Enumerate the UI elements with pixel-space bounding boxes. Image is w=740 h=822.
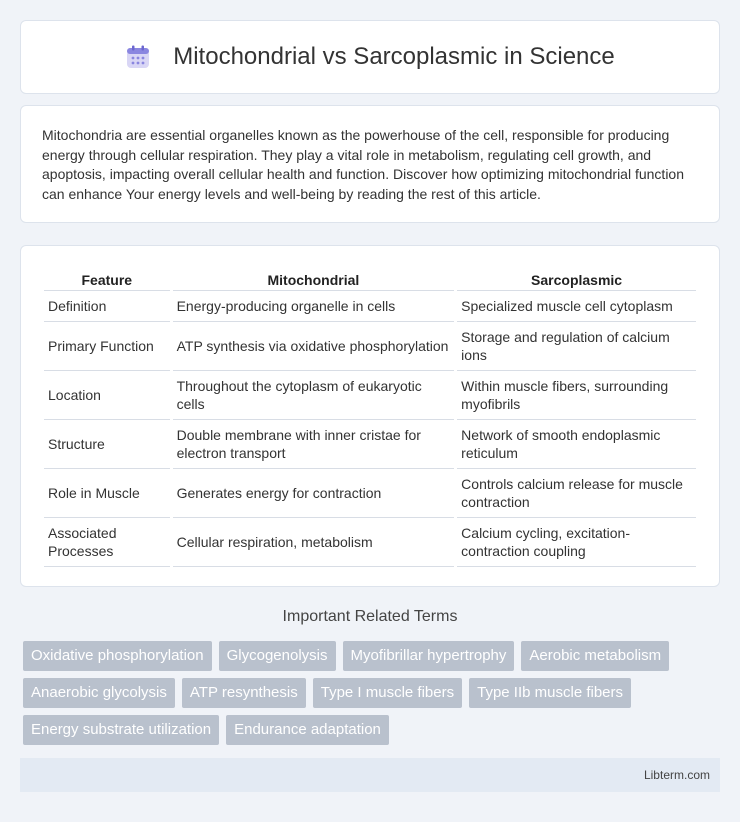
cell-mitochondrial: Energy-producing organelle in cells — [173, 290, 455, 321]
cell-feature: Structure — [44, 419, 170, 468]
cell-mitochondrial: Throughout the cytoplasm of eukaryotic cells — [173, 370, 455, 419]
table-row — [44, 370, 696, 419]
cell-feature: Primary Function — [44, 321, 170, 370]
cell-mitochondrial: Double membrane with inner cristae for electron transport — [173, 419, 455, 468]
related-terms-list — [23, 641, 723, 745]
table-row — [44, 517, 696, 567]
comparison-table-card — [20, 245, 720, 587]
cell-sarcoplasmic: Specialized muscle cell cytoplasm — [457, 290, 696, 321]
cell-mitochondrial: Cellular respiration, metabolism — [173, 517, 455, 567]
header-feature: Feature — [81, 272, 133, 288]
cell-feature: Role in Muscle — [44, 468, 170, 517]
header-card — [20, 20, 720, 94]
related-terms-title: Important Related Terms — [282, 608, 458, 625]
cell-sarcoplasmic: Network of smooth endoplasmic reticulum — [457, 419, 696, 468]
intro-paragraph: Mitochondria are essential organelles known as the powerhouse of the cell, responsible for producing energy through cellular respiration. They play a vital role in metabolism, regulating cell growth, and apoptosis, impacting overall cellular health and function. Discover how optimizing mitochondrial function can enhance Your energy levels and well-being by reading the rest of this article. — [42, 127, 685, 202]
table-row — [44, 419, 696, 468]
table-row — [44, 468, 696, 517]
intro-card — [20, 105, 720, 223]
related-term-tag[interactable]: Energy substrate utilization — [23, 715, 219, 745]
related-term-tag[interactable]: ATP resynthesis — [182, 678, 306, 708]
cell-feature: Definition — [44, 290, 170, 321]
title-wrap — [125, 43, 615, 71]
page-title: Mitochondrial vs Sarcoplasmic in Science — [173, 43, 615, 70]
table-row — [44, 321, 696, 370]
footer-site-link[interactable]: Libterm.com — [643, 768, 710, 782]
related-term-tag[interactable]: Endurance adaptation — [226, 715, 389, 745]
related-term-tag[interactable]: Oxidative phosphorylation — [23, 641, 212, 671]
comparison-table — [41, 266, 699, 567]
cell-sarcoplasmic: Storage and regulation of calcium ions — [457, 321, 696, 370]
related-term-tag[interactable]: Myofibrillar hypertrophy — [343, 641, 515, 671]
related-term-tag[interactable]: Aerobic metabolism — [521, 641, 669, 671]
cell-mitochondrial: Generates energy for contraction — [173, 468, 455, 517]
related-term-tag[interactable]: Type I muscle fibers — [313, 678, 462, 708]
table-header-row — [44, 266, 696, 290]
header-sarcoplasmic: Sarcoplasmic — [531, 272, 623, 288]
header-mitochondrial: Mitochondrial — [267, 272, 360, 288]
cell-feature: Associated Processes — [44, 517, 170, 567]
related-term-tag[interactable]: Glycogenolysis — [219, 641, 336, 671]
cell-feature: Location — [44, 370, 170, 419]
calendar-icon — [125, 44, 151, 70]
cell-sarcoplasmic: Calcium cycling, excitation-contraction coupling — [457, 517, 696, 567]
table-row — [44, 290, 696, 321]
cell-sarcoplasmic: Within muscle fibers, surrounding myofibrils — [457, 370, 696, 419]
related-term-tag[interactable]: Type IIb muscle fibers — [469, 678, 631, 708]
cell-mitochondrial: ATP synthesis via oxidative phosphorylation — [173, 321, 455, 370]
footer — [20, 758, 720, 792]
cell-sarcoplasmic: Controls calcium release for muscle contraction — [457, 468, 696, 517]
related-term-tag[interactable]: Anaerobic glycolysis — [23, 678, 175, 708]
